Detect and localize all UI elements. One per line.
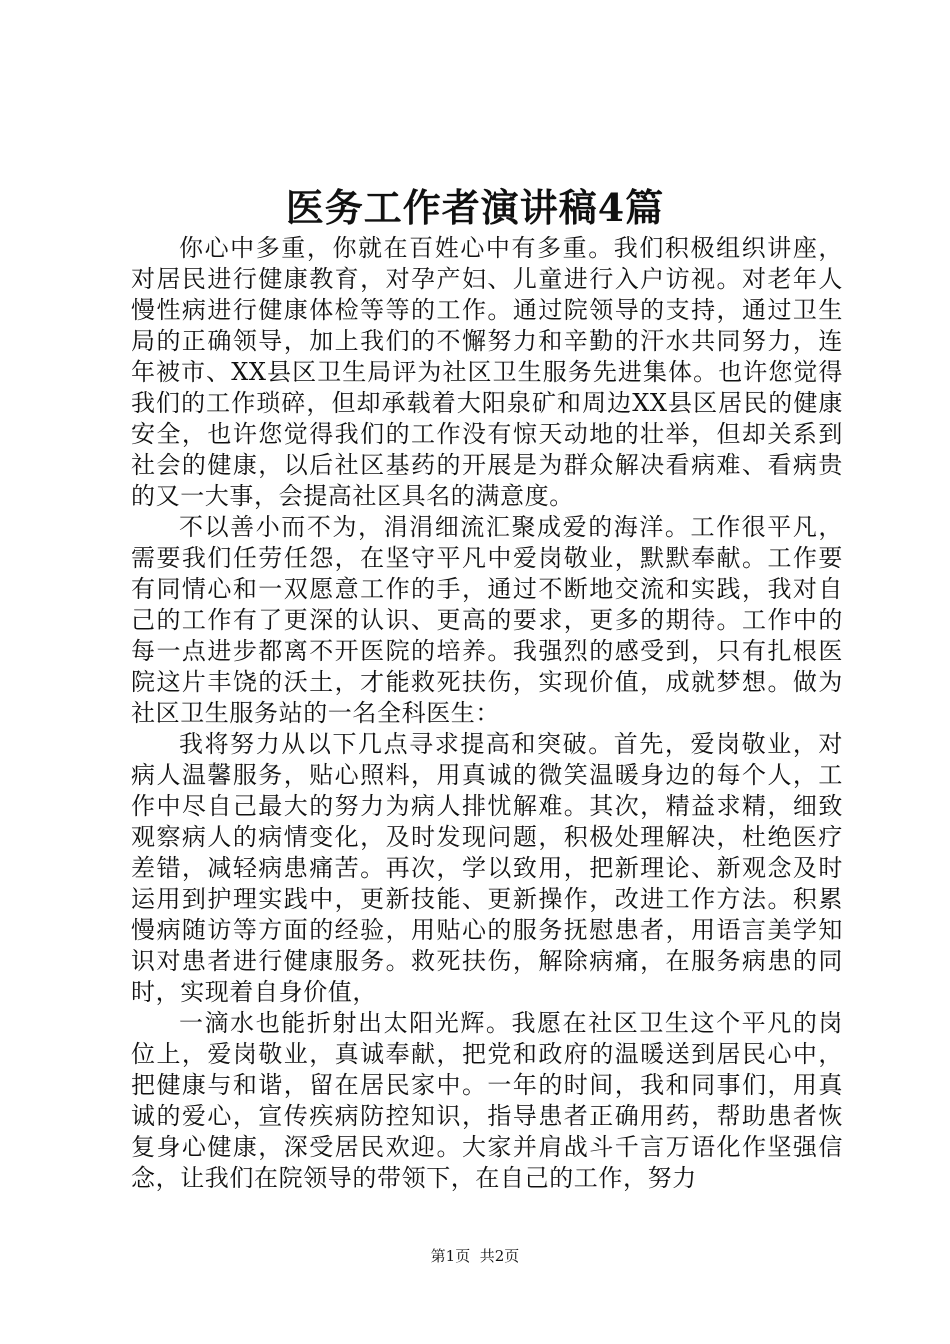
paragraph-4: 一滴水也能折射出太阳光辉。我愿在社区卫生这个平凡的岗位上，爱岗敬业，真诚奉献，把党和政府的温暖送到居民心中，把健康与和谐，留在居民家中。一年的时间，我和同事们，用真诚的爱心，宣传疾病防控知识，指导患者正确用药，帮助患者恢复身心健康，深受居民欢迎。大家并肩战斗千言万语化作坚强信念，让我们在院领导的带领下，在自己的工作，努力 [131, 1009, 843, 1192]
paragraph-1: 你心中多重，你就在百姓心中有多重。我们积极组织讲座，对居民进行健康教育，对孕产妇、儿童进行入户访视。对老年人慢性病进行健康体检等等的工作。通过院领导的支持，通过卫生局的正确领导，加上我们的不懈努力和辛勤的汗水共同努力，连年被市、XX县区卫生局评为社区卫生服务先进集体。也许您觉得我们的工作琐碎，但却承载着大阳泉矿和周边XX县区居民的健康安全，也许您觉得我们的工作没有惊天动地的壮举，但却关系到社会的健康，以后社区基药的开展是为群众解决看病难、看病贵的又一大事，会提高社区具名的满意度。 [131, 234, 843, 510]
page-footer [0, 1246, 950, 1266]
page-number: 第1页 [430, 1247, 471, 1265]
page-total: 共2页 [479, 1247, 520, 1265]
document-body [131, 233, 843, 1194]
paragraph-3: 我将努力从以下几点寻求提高和突破。首先，爱岗敬业，对病人温馨服务，贴心照料，用真诚的微笑温暖身边的每个人，工作中尽自己最大的努力为病人排忧解难。其次，精益求精，细致观察病人的病情变化，及时发现问题，积极处理解决，杜绝医疗差错，减轻病患痛苦。再次，学以致用，把新理论、新观念及时运用到护理实践中，更新技能、更新操作，改进工作方法。积累慢病随访等方面的经验，用贴心的服务抚慰患者，用语言美学知识对患者进行健康服务。救死扶伤，解除病痛，在服务病患的同时，实现着自身价值， [131, 730, 843, 1006]
paragraph-2: 不以善小而不为，涓涓细流汇聚成爱的海洋。工作很平凡，需要我们任劳任怨，在坚守平凡中爱岗敬业，默默奉献。工作要有同情心和一双愿意工作的手，通过不断地交流和实践，我对自己的工作有了更深的认识、更高的要求，更多的期待。工作中的每一点进步都离不开医院的培养。我强烈的感受到，只有扎根医院这片丰饶的沃土，才能救死扶伤，实现价值，成就梦想。做为社区卫生服务站的一名全科医生： [131, 513, 843, 727]
document-title: 医务工作者演讲稿4篇 [285, 185, 665, 230]
